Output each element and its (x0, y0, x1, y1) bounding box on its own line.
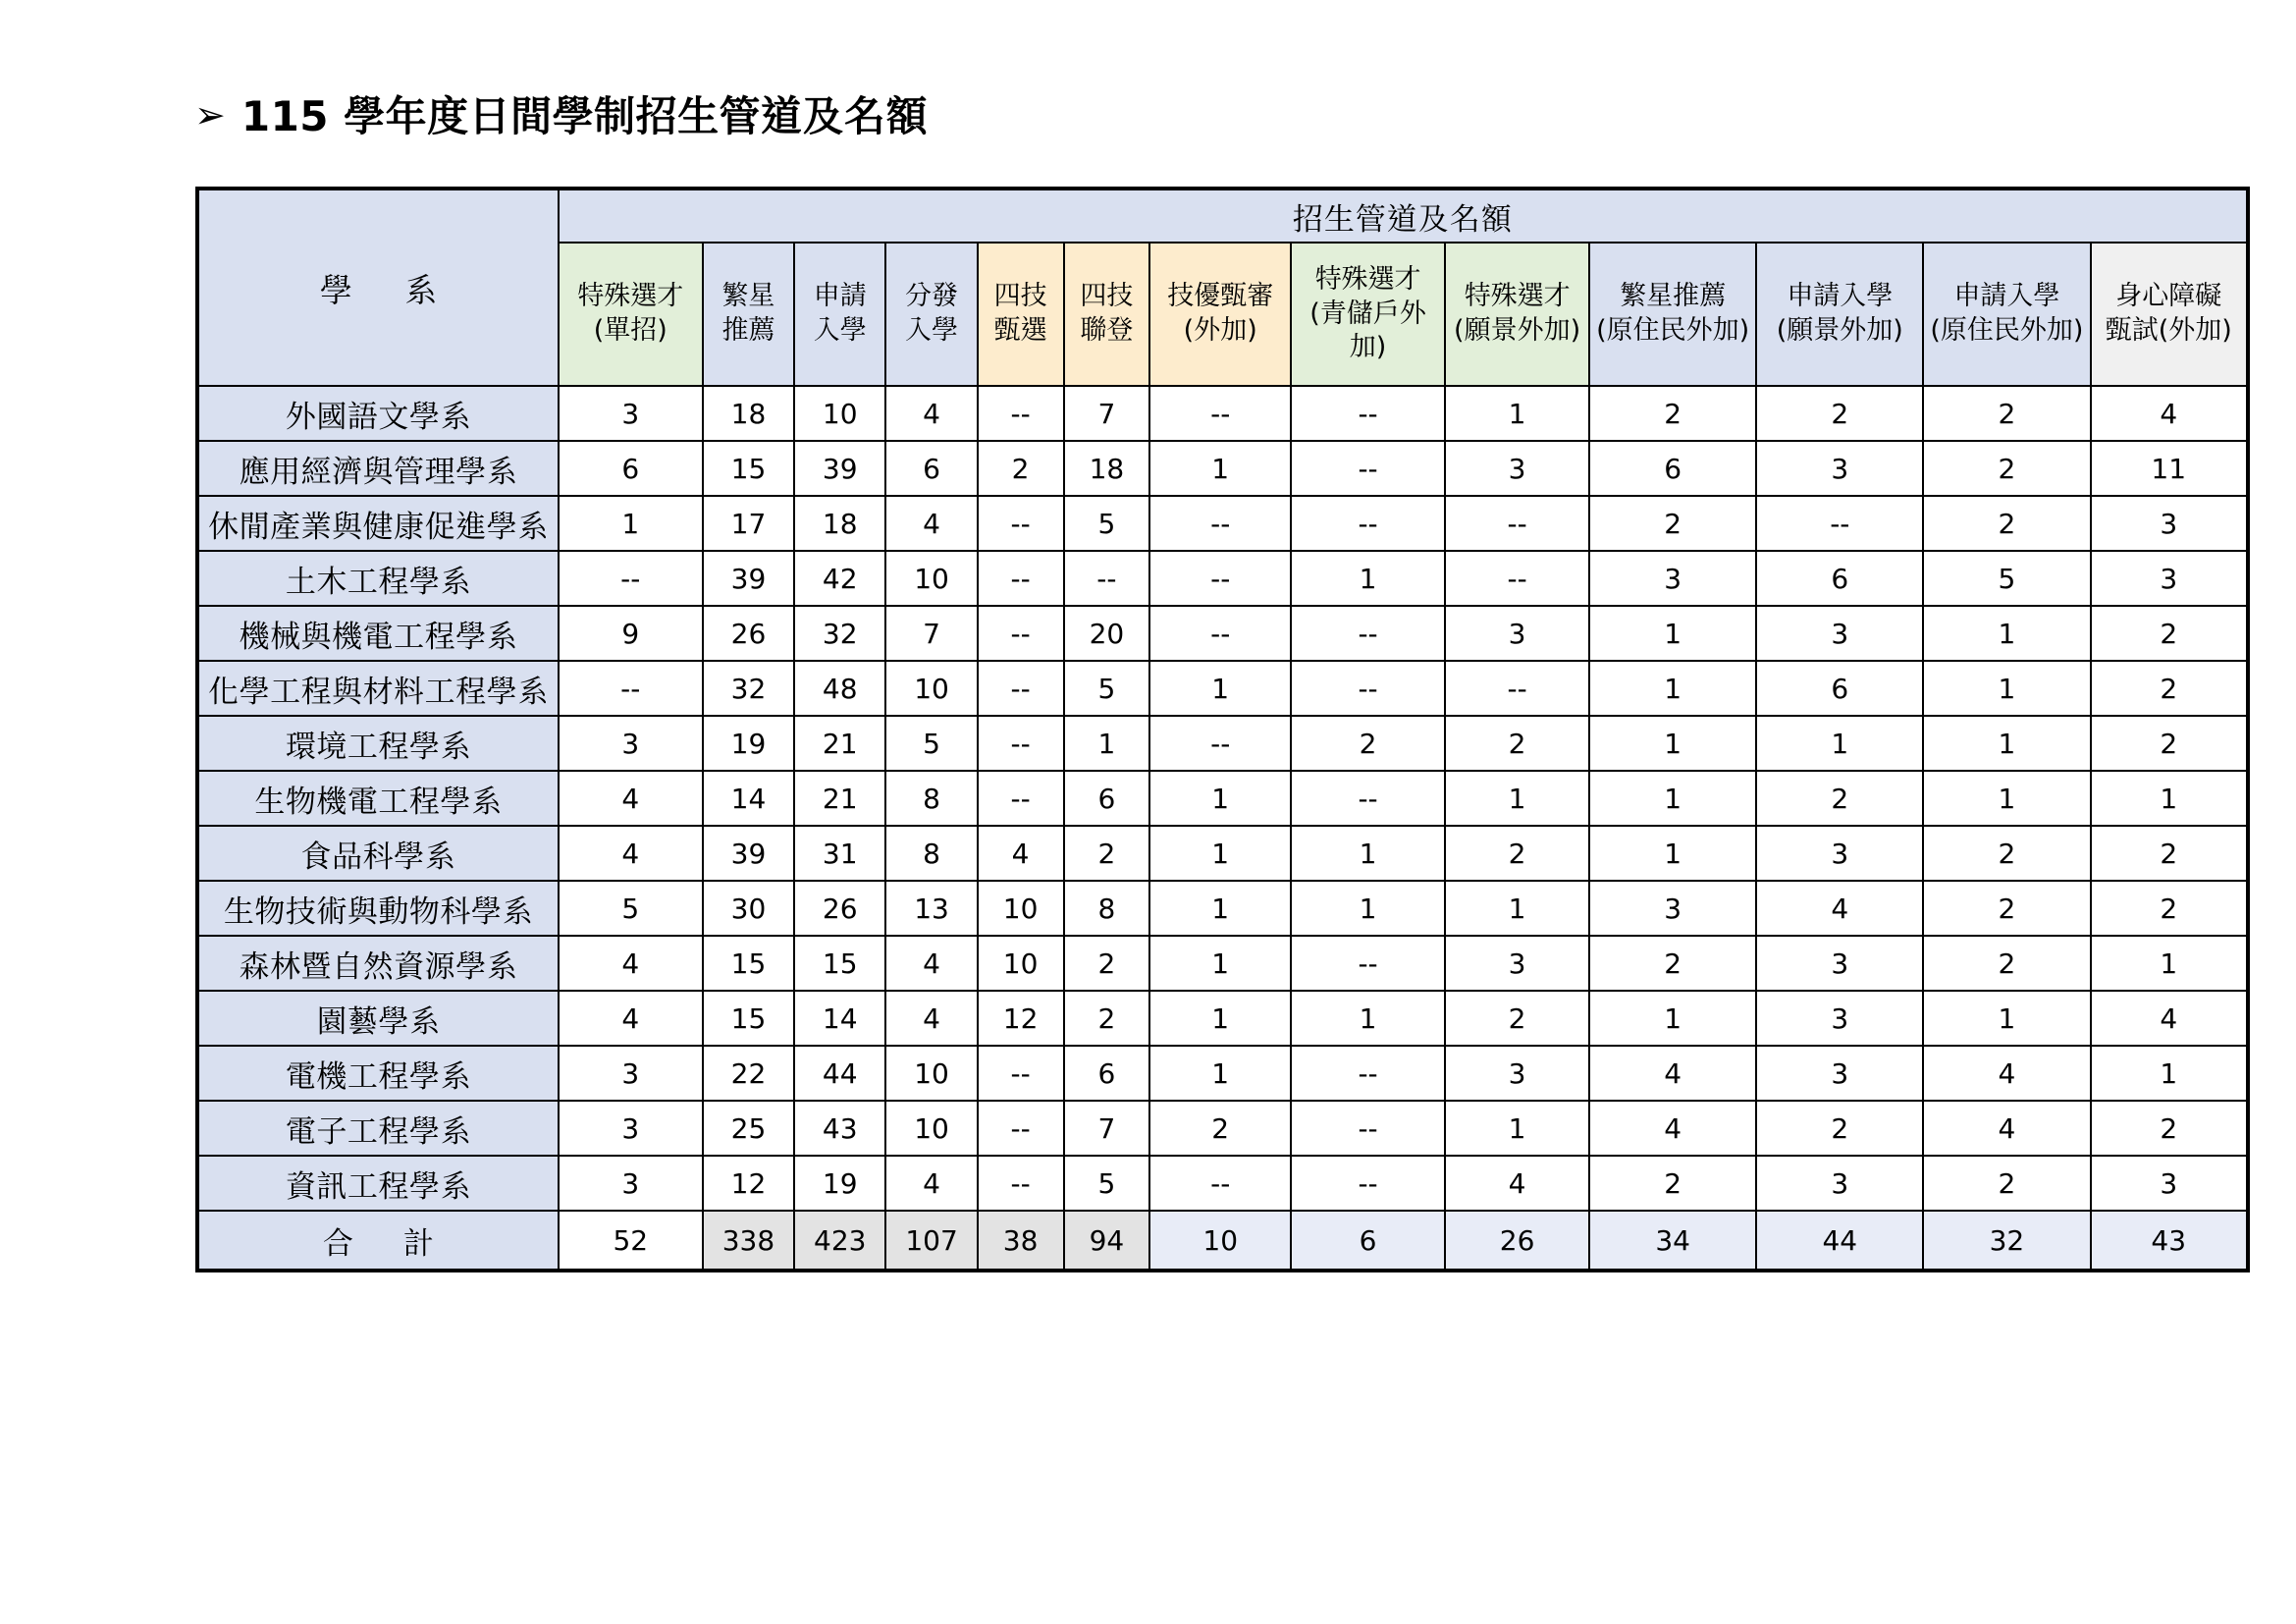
quota-cell: -- (1291, 1046, 1445, 1101)
quota-cell: 6 (1756, 661, 1923, 716)
quota-cell: 2 (1923, 441, 2090, 496)
column-header-9: 特殊選才 (願景外加) (1445, 243, 1589, 386)
quota-cell: 2 (1589, 936, 1756, 991)
quota-cell: 4 (1445, 1156, 1589, 1211)
quota-cell: 18 (1064, 441, 1150, 496)
quota-cell: 32 (794, 606, 885, 661)
table-row (197, 1156, 2248, 1211)
quota-cell: -- (978, 386, 1064, 441)
department-name-cell: 土木工程學系 (197, 551, 559, 606)
column-header-1: 特殊選才 (單招) (559, 243, 703, 386)
quota-cell: 6 (885, 441, 977, 496)
total-cell: 107 (885, 1211, 977, 1271)
table-row (197, 936, 2248, 991)
quota-cell: 4 (885, 386, 977, 441)
quota-cell: 19 (794, 1156, 885, 1211)
quota-cell: 5 (559, 881, 703, 936)
quota-cell: 10 (794, 386, 885, 441)
quota-cell: 3 (1445, 936, 1589, 991)
quota-cell: -- (1445, 661, 1589, 716)
quota-cell: 1 (1291, 551, 1445, 606)
quota-cell: 1 (1149, 936, 1291, 991)
quota-cell: 3 (559, 716, 703, 771)
quota-cell: 6 (1064, 771, 1150, 826)
quota-cell: 12 (703, 1156, 794, 1211)
quota-cell: 3 (559, 386, 703, 441)
quota-cell: 2 (1756, 386, 1923, 441)
quota-cell: 2 (1149, 1101, 1291, 1156)
quota-cell: 3 (1589, 551, 1756, 606)
quota-cell: 4 (1589, 1101, 1756, 1156)
quota-cell: -- (1149, 716, 1291, 771)
quota-cell: 11 (2091, 441, 2249, 496)
quota-cell: 4 (885, 936, 977, 991)
quota-cell: 48 (794, 661, 885, 716)
department-name-cell: 機械與機電工程學系 (197, 606, 559, 661)
department-name-cell: 資訊工程學系 (197, 1156, 559, 1211)
quota-cell: 22 (703, 1046, 794, 1101)
quota-cell: 4 (559, 826, 703, 881)
quota-cell: 1 (1149, 881, 1291, 936)
quota-cell: 1 (2091, 936, 2249, 991)
quota-cell: 3 (1445, 1046, 1589, 1101)
quota-cell: 10 (885, 661, 977, 716)
department-name-cell: 電機工程學系 (197, 1046, 559, 1101)
table-foot (197, 1211, 2248, 1271)
table-group-header-row (197, 189, 2248, 243)
department-name-cell: 環境工程學系 (197, 716, 559, 771)
quota-cell: 8 (885, 771, 977, 826)
table-row (197, 1046, 2248, 1101)
quota-cell: 1 (1589, 991, 1756, 1046)
quota-cell: 3 (1756, 936, 1923, 991)
quota-cell: 15 (703, 991, 794, 1046)
quota-cell: 25 (703, 1101, 794, 1156)
quota-cell: 9 (559, 606, 703, 661)
quota-cell: 1 (1149, 1046, 1291, 1101)
table-row (197, 1101, 2248, 1156)
quota-cell: 39 (703, 826, 794, 881)
quota-cell: 1 (1589, 661, 1756, 716)
quota-cell: -- (1149, 551, 1291, 606)
admissions-table (195, 187, 2250, 1272)
quota-cell: 1 (1064, 716, 1150, 771)
quota-cell: 17 (703, 496, 794, 551)
quota-cell: 4 (1923, 1046, 2090, 1101)
total-label-cell: 合 計 (197, 1211, 559, 1271)
table-row (197, 881, 2248, 936)
table-row (197, 716, 2248, 771)
quota-cell: 1 (1445, 771, 1589, 826)
quota-cell: 2 (1445, 826, 1589, 881)
quota-cell: 1 (1149, 441, 1291, 496)
quota-cell: -- (1064, 551, 1150, 606)
table-row (197, 606, 2248, 661)
quota-cell: 5 (885, 716, 977, 771)
quota-cell: -- (1291, 441, 1445, 496)
quota-cell: -- (978, 496, 1064, 551)
quota-cell: 2 (978, 441, 1064, 496)
table-row (197, 771, 2248, 826)
quota-cell: 12 (978, 991, 1064, 1046)
quota-cell: 42 (794, 551, 885, 606)
quota-cell: 3 (1756, 441, 1923, 496)
quota-cell: 10 (885, 1101, 977, 1156)
department-name-cell: 園藝學系 (197, 991, 559, 1046)
quota-cell: 7 (885, 606, 977, 661)
total-cell: 94 (1064, 1211, 1150, 1271)
quota-cell: 19 (703, 716, 794, 771)
quota-cell: 1 (1291, 826, 1445, 881)
quota-cell: 5 (1064, 661, 1150, 716)
quota-cell: 2 (2091, 1101, 2249, 1156)
quota-cell: 1 (1923, 606, 2090, 661)
quota-cell: 10 (885, 1046, 977, 1101)
quota-cell: 43 (794, 1101, 885, 1156)
quota-cell: 4 (885, 991, 977, 1046)
department-name-cell: 化學工程與材料工程學系 (197, 661, 559, 716)
arrow-bullet-icon: ➢ (194, 93, 226, 137)
quota-cell: -- (978, 661, 1064, 716)
total-cell: 338 (703, 1211, 794, 1271)
column-header-10: 繁星推薦 (原住民外加) (1589, 243, 1756, 386)
quota-cell: 4 (2091, 991, 2249, 1046)
quota-cell: 5 (1923, 551, 2090, 606)
quota-cell: 10 (978, 881, 1064, 936)
quota-cell: 31 (794, 826, 885, 881)
quota-cell: -- (1291, 606, 1445, 661)
quota-cell: 4 (559, 936, 703, 991)
quota-cell: 1 (2091, 771, 2249, 826)
quota-cell: -- (978, 1046, 1064, 1101)
quota-cell: -- (1291, 496, 1445, 551)
column-header-5: 四技 甄選 (978, 243, 1064, 386)
quota-cell: 3 (2091, 551, 2249, 606)
quota-cell: 2 (1445, 991, 1589, 1046)
quota-cell: -- (1149, 606, 1291, 661)
quota-cell: 44 (794, 1046, 885, 1101)
quota-cell: 2 (1589, 496, 1756, 551)
quota-cell: 21 (794, 716, 885, 771)
total-cell: 26 (1445, 1211, 1589, 1271)
quota-cell: 20 (1064, 606, 1150, 661)
column-header-department: 學 系 (197, 189, 559, 386)
quota-cell: 1 (1291, 881, 1445, 936)
quota-cell: 2 (1291, 716, 1445, 771)
quota-cell: 2 (1445, 716, 1589, 771)
quota-cell: -- (1149, 386, 1291, 441)
quota-cell: 4 (1589, 1046, 1756, 1101)
quota-cell: 7 (1064, 386, 1150, 441)
column-group-header-admission-channels: 招生管道及名額 (559, 189, 2248, 243)
total-cell: 34 (1589, 1211, 1756, 1271)
quota-cell: 1 (559, 496, 703, 551)
department-name-cell: 食品科學系 (197, 826, 559, 881)
table-row (197, 441, 2248, 496)
quota-cell: 1 (1923, 661, 2090, 716)
column-header-12: 申請入學 (原住民外加) (1923, 243, 2090, 386)
quota-cell: 1 (1149, 661, 1291, 716)
quota-cell: 3 (1756, 1156, 1923, 1211)
department-name-cell: 休閒產業與健康促進學系 (197, 496, 559, 551)
quota-cell: 6 (1064, 1046, 1150, 1101)
table-total-row (197, 1211, 2248, 1271)
department-name-cell: 應用經濟與管理學系 (197, 441, 559, 496)
quota-cell: 3 (1756, 606, 1923, 661)
quota-cell: 8 (885, 826, 977, 881)
table-head (197, 189, 2248, 386)
quota-cell: 1 (1756, 716, 1923, 771)
quota-cell: 2 (1923, 1156, 2090, 1211)
quota-cell: 4 (559, 991, 703, 1046)
quota-cell: 4 (2091, 386, 2249, 441)
quota-cell: 39 (794, 441, 885, 496)
quota-cell: 32 (703, 661, 794, 716)
quota-cell: 15 (794, 936, 885, 991)
quota-cell: 6 (1589, 441, 1756, 496)
quota-cell: 1 (1445, 386, 1589, 441)
quota-cell: 4 (885, 496, 977, 551)
quota-cell: 10 (978, 936, 1064, 991)
quota-cell: 2 (1589, 386, 1756, 441)
quota-cell: 1 (1923, 716, 2090, 771)
quota-cell: 26 (794, 881, 885, 936)
quota-cell: -- (559, 551, 703, 606)
table-row (197, 826, 2248, 881)
quota-cell: 5 (1064, 496, 1150, 551)
admissions-table-wrapper (195, 187, 2250, 1272)
quota-cell: 1 (1589, 716, 1756, 771)
quota-cell: 4 (1923, 1101, 2090, 1156)
table-row (197, 386, 2248, 441)
quota-cell: 1 (2091, 1046, 2249, 1101)
quota-cell: 2 (1064, 991, 1150, 1046)
quota-cell: 1 (1923, 991, 2090, 1046)
quota-cell: 30 (703, 881, 794, 936)
quota-cell: 3 (559, 1046, 703, 1101)
quota-cell: 3 (1756, 826, 1923, 881)
quota-cell: 4 (978, 826, 1064, 881)
quota-cell: 3 (559, 1101, 703, 1156)
quota-cell: -- (559, 661, 703, 716)
column-header-3: 申請 入學 (794, 243, 885, 386)
total-cell: 38 (978, 1211, 1064, 1271)
table-row (197, 496, 2248, 551)
quota-cell: 15 (703, 441, 794, 496)
quota-cell: 21 (794, 771, 885, 826)
quota-cell: 2 (1064, 936, 1150, 991)
column-header-2: 繁星 推薦 (703, 243, 794, 386)
quota-cell: 3 (2091, 1156, 2249, 1211)
column-header-4: 分發 入學 (885, 243, 977, 386)
page-title-text: 115 學年度日間學制招生管道及名額 (240, 92, 929, 140)
quota-cell: 3 (559, 1156, 703, 1211)
quota-cell: -- (1149, 1156, 1291, 1211)
quota-cell: 8 (1064, 881, 1150, 936)
quota-cell: -- (978, 606, 1064, 661)
table-row (197, 551, 2248, 606)
department-name-cell: 電子工程學系 (197, 1101, 559, 1156)
quota-cell: 1 (1589, 826, 1756, 881)
quota-cell: 2 (1923, 386, 2090, 441)
column-header-6: 四技 聯登 (1064, 243, 1150, 386)
quota-cell: 4 (885, 1156, 977, 1211)
quota-cell: -- (978, 551, 1064, 606)
total-cell: 32 (1923, 1211, 2090, 1271)
total-cell: 423 (794, 1211, 885, 1271)
department-name-cell: 森林暨自然資源學系 (197, 936, 559, 991)
table-row (197, 661, 2248, 716)
quota-cell: 39 (703, 551, 794, 606)
quota-cell: 1 (1589, 606, 1756, 661)
quota-cell: 2 (1756, 1101, 1923, 1156)
quota-cell: 2 (1923, 881, 2090, 936)
quota-cell: 3 (1756, 1046, 1923, 1101)
quota-cell: -- (1291, 661, 1445, 716)
total-cell: 44 (1756, 1211, 1923, 1271)
quota-cell: 18 (703, 386, 794, 441)
quota-cell: -- (978, 1101, 1064, 1156)
quota-cell: 2 (2091, 716, 2249, 771)
quota-cell: 4 (559, 771, 703, 826)
quota-cell: 1 (1589, 771, 1756, 826)
quota-cell: 26 (703, 606, 794, 661)
total-cell: 52 (559, 1211, 703, 1271)
quota-cell: 2 (2091, 661, 2249, 716)
page-title (194, 94, 928, 139)
table-body (197, 386, 2248, 1211)
quota-cell: 4 (1756, 881, 1923, 936)
quota-cell: 3 (1589, 881, 1756, 936)
quota-cell: 2 (1923, 826, 2090, 881)
quota-cell: 1 (1445, 881, 1589, 936)
quota-cell: 5 (1064, 1156, 1150, 1211)
quota-cell: 3 (2091, 496, 2249, 551)
quota-cell: 14 (703, 771, 794, 826)
column-header-7: 技優甄審 (外加) (1149, 243, 1291, 386)
quota-cell: 2 (2091, 881, 2249, 936)
quota-cell: 3 (1445, 441, 1589, 496)
quota-cell: 6 (1756, 551, 1923, 606)
quota-cell: 2 (1756, 771, 1923, 826)
quota-cell: -- (1291, 936, 1445, 991)
quota-cell: -- (978, 771, 1064, 826)
quota-cell: 6 (559, 441, 703, 496)
quota-cell: -- (978, 716, 1064, 771)
total-cell: 10 (1149, 1211, 1291, 1271)
table-row (197, 991, 2248, 1046)
total-cell: 43 (2091, 1211, 2249, 1271)
quota-cell: 1 (1445, 1101, 1589, 1156)
column-header-11: 申請入學 (願景外加) (1756, 243, 1923, 386)
quota-cell: 2 (2091, 606, 2249, 661)
quota-cell: 15 (703, 936, 794, 991)
quota-cell: -- (1756, 496, 1923, 551)
department-name-cell: 外國語文學系 (197, 386, 559, 441)
column-header-8: 特殊選才 (青儲戶外加) (1291, 243, 1445, 386)
quota-cell: 1 (1923, 771, 2090, 826)
column-header-13: 身心障礙 甄試(外加) (2091, 243, 2249, 386)
quota-cell: 14 (794, 991, 885, 1046)
quota-cell: 1 (1291, 991, 1445, 1046)
quota-cell: 3 (1756, 991, 1923, 1046)
quota-cell: 2 (2091, 826, 2249, 881)
quota-cell: 13 (885, 881, 977, 936)
quota-cell: -- (1149, 496, 1291, 551)
quota-cell: -- (1291, 386, 1445, 441)
quota-cell: 2 (1923, 936, 2090, 991)
quota-cell: -- (1291, 1101, 1445, 1156)
quota-cell: -- (1291, 771, 1445, 826)
quota-cell: 2 (1923, 496, 2090, 551)
department-name-cell: 生物技術與動物科學系 (197, 881, 559, 936)
quota-cell: 1 (1149, 991, 1291, 1046)
total-cell: 6 (1291, 1211, 1445, 1271)
quota-cell: -- (978, 1156, 1064, 1211)
department-name-cell: 生物機電工程學系 (197, 771, 559, 826)
quota-cell: 3 (1445, 606, 1589, 661)
quota-cell: -- (1291, 1156, 1445, 1211)
quota-cell: 2 (1064, 826, 1150, 881)
quota-cell: 18 (794, 496, 885, 551)
quota-cell: -- (1445, 496, 1589, 551)
quota-cell: -- (1445, 551, 1589, 606)
quota-cell: 1 (1149, 771, 1291, 826)
quota-cell: 2 (1589, 1156, 1756, 1211)
quota-cell: 7 (1064, 1101, 1150, 1156)
quota-cell: 10 (885, 551, 977, 606)
quota-cell: 1 (1149, 826, 1291, 881)
